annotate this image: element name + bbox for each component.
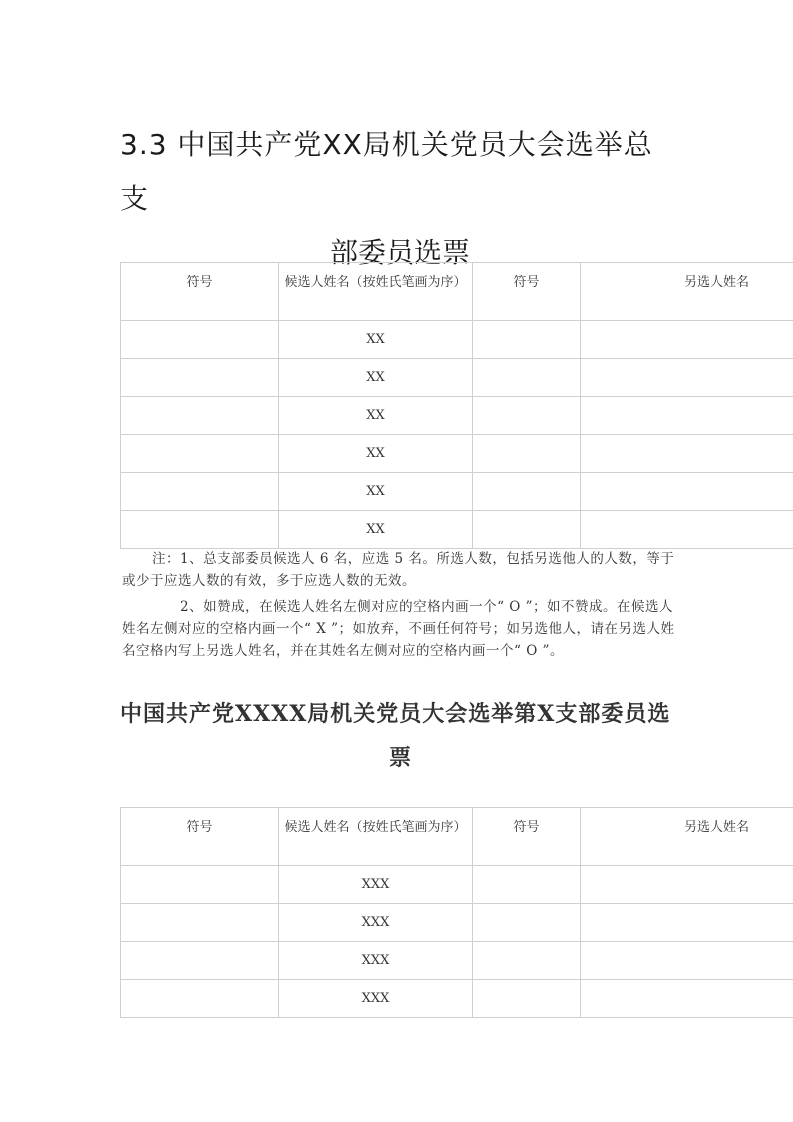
symbol-cell[interactable]: [121, 942, 279, 980]
table-row: [121, 980, 793, 1018]
other-symbol-cell[interactable]: [473, 511, 581, 549]
other-symbol-cell[interactable]: [473, 359, 581, 397]
ballot-1-title-line-2: 部委员选票: [329, 236, 470, 269]
symbol-cell[interactable]: [121, 359, 279, 397]
note-2: 2、如赞成，在候选人姓名左侧对应的空格内画一个“ O ”；如不赞成。在候选人姓名左侧对应的空格内画一个“ X ”；如放弃，不画任何符号；如另选他人，请在另选人姓名空格内写上另选人姓名，并在其姓名左侧对应的空格内画一个“ O ”。: [122, 599, 675, 659]
other-symbol-cell[interactable]: [473, 321, 581, 359]
candidate-name-cell: XX: [279, 321, 473, 359]
symbol-header: 符号: [121, 808, 279, 866]
symbol-cell[interactable]: [121, 435, 279, 473]
symbol-cell[interactable]: [121, 321, 279, 359]
other-name-cell[interactable]: [581, 980, 793, 1018]
ballot-1-title-line-1: 3.3 中国共产党XX局机关党员大会选举总支: [120, 128, 653, 215]
symbol-cell[interactable]: [121, 866, 279, 904]
table-row: [121, 473, 793, 511]
ballot-1-table: [120, 262, 793, 549]
other-name-cell[interactable]: [581, 866, 793, 904]
table-row: [121, 397, 793, 435]
candidate-name-cell: XX: [279, 435, 473, 473]
other-name-cell[interactable]: [581, 473, 793, 511]
ballot-2-header-row: [121, 808, 793, 866]
ballot-1-header-row: [121, 263, 793, 321]
candidate-name-cell: XX: [279, 511, 473, 549]
symbol-header-2: 符号: [473, 263, 581, 321]
table-row: [121, 942, 793, 980]
other-symbol-cell[interactable]: [473, 435, 581, 473]
symbol-cell[interactable]: [121, 511, 279, 549]
candidate-name-header: 候选人姓名（按姓氏笔画为序）: [279, 808, 473, 866]
candidate-name-cell: XX: [279, 473, 473, 511]
candidate-name-cell: XXX: [279, 866, 473, 904]
other-name-cell[interactable]: [581, 397, 793, 435]
other-name-cell[interactable]: [581, 435, 793, 473]
candidate-name-cell: XX: [279, 359, 473, 397]
other-symbol-cell[interactable]: [473, 980, 581, 1018]
candidate-name-header: 候选人姓名（按姓氏笔画为序）: [279, 263, 473, 321]
other-candidate-header: 另选人姓名: [581, 263, 793, 321]
candidate-name-cell: XXX: [279, 980, 473, 1018]
other-name-cell[interactable]: [581, 321, 793, 359]
table-row: [121, 904, 793, 942]
symbol-cell[interactable]: [121, 980, 279, 1018]
ballot-2-title: [120, 692, 680, 780]
ballot-2-title-line-2: 票: [388, 745, 411, 771]
other-name-cell[interactable]: [581, 511, 793, 549]
ballot-2-table: [120, 807, 793, 1018]
symbol-cell[interactable]: [121, 904, 279, 942]
candidate-name-cell: XXX: [279, 942, 473, 980]
symbol-cell[interactable]: [121, 473, 279, 511]
symbol-cell[interactable]: [121, 397, 279, 435]
other-name-cell[interactable]: [581, 904, 793, 942]
ballot-notes: [122, 548, 676, 666]
table-row: [121, 511, 793, 549]
table-row: [121, 866, 793, 904]
other-symbol-cell[interactable]: [473, 473, 581, 511]
other-symbol-cell[interactable]: [473, 866, 581, 904]
other-symbol-cell[interactable]: [473, 942, 581, 980]
other-symbol-cell[interactable]: [473, 397, 581, 435]
candidate-name-cell: XX: [279, 397, 473, 435]
symbol-header-2: 符号: [473, 808, 581, 866]
table-row: [121, 321, 793, 359]
other-candidate-header: 另选人姓名: [581, 808, 793, 866]
other-symbol-cell[interactable]: [473, 904, 581, 942]
table-row: [121, 359, 793, 397]
other-name-cell[interactable]: [581, 942, 793, 980]
table-row: [121, 435, 793, 473]
note-1: 注：1、总支部委员候选人 6 名，应选 5 名。所选人数，包括另选他人的人数，等于或少于应选人数的有效，多于应选人数的无效。: [122, 551, 675, 589]
symbol-header: 符号: [121, 263, 279, 321]
ballot-1-title: [120, 118, 680, 280]
other-name-cell[interactable]: [581, 359, 793, 397]
ballot-2-title-line-1: 中国共产党XXXX局机关党员大会选举第X支部委员选: [120, 701, 671, 727]
candidate-name-cell: XXX: [279, 904, 473, 942]
